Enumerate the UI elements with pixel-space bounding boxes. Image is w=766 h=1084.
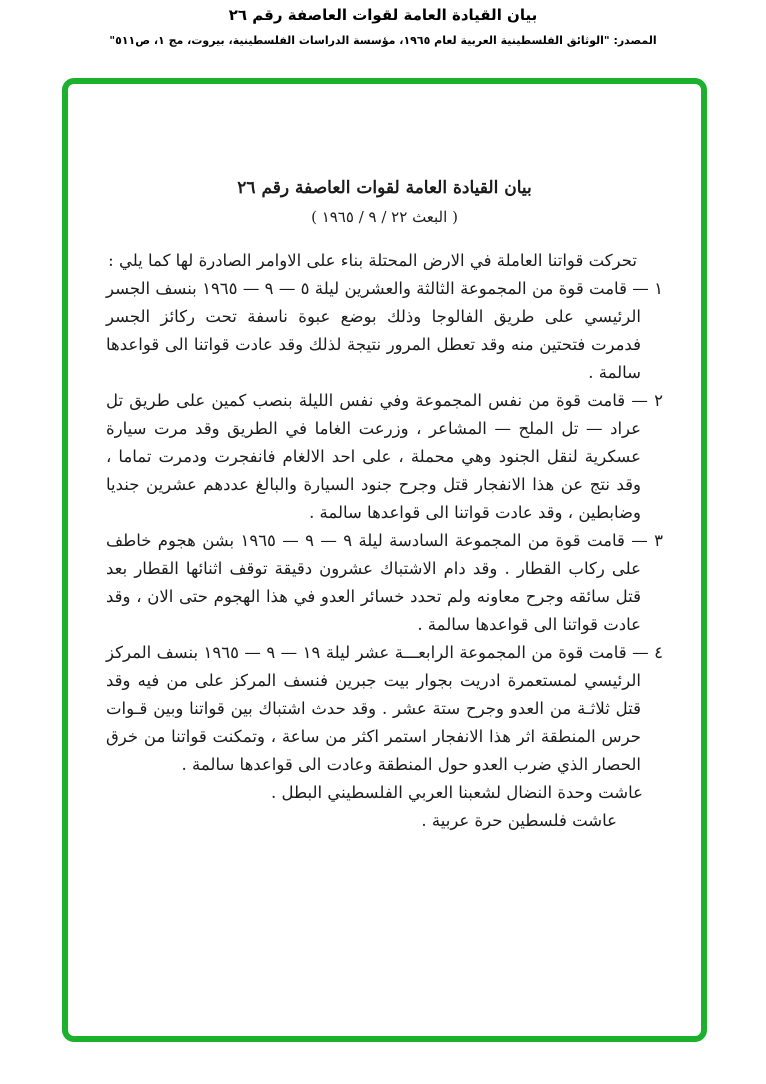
item-number: ١ — xyxy=(632,279,663,298)
item-number: ٣ — xyxy=(631,531,663,550)
item-number: ٢ — xyxy=(631,391,664,410)
statement-item-2 xyxy=(106,387,663,527)
item-text: قامت قوة من نفس المجموعة وفي نفس الليلة بنصب كمين على طريق تل عراد — تل الملح — المشاعر ، وزرعت الغاما في الطريق وقد مرت سيارة عسكرية لنقل الجنود وهي محملة ، على احد الالغام فانفجرت ودمرت تماما ، وقد نتج عن هذا الانفجار قتل وجرح جنود السيارة والبالغ عددهم عشرين جنديا وضابطين ، وقد عادت قواتنا الى قواعدها سالمة . xyxy=(106,391,641,522)
item-number: ٤ — xyxy=(632,643,663,662)
caption-title: بيان القيادة العامة لقوات العاصفة رقم ٢٦ xyxy=(228,6,538,24)
scanned-document xyxy=(106,176,663,835)
green-frame xyxy=(62,78,707,1042)
item-text: قامت قوة من المجموعة السادسة ليلة ٩ — ٩ — ١٩٦٥ بشن هجوم خاطف على ركاب القطار . وقد دام الاشتباك عشرون دقيقة توقف اثنائها القطار بعد قتل سائقه وجرح معاونه ولم تحدد خسائر العدو في هذا الهجوم حتى الان ، وقد عادت قواتنا الى قواعدها سالمة . xyxy=(106,531,641,634)
intro-paragraph: تحركت قواتنا العاملة في الارض المحتلة بناء على الاوامر الصادرة لها كما يلي : xyxy=(108,251,637,270)
caption-header xyxy=(0,6,766,47)
item-text: قامت قوة من المجموعة الرابعـــة عشر ليلة ١٩ — ٩ — ١٩٦٥ بنسف المركز الرئيسي لمستعمرة ادريت بجوار بيت جبرين فنسف المركز على من فيه وقد قتل ثلاثـة من العدو وجرح ستة عشر . وقد حدث اشتباك بين قواتنا وبين قـوات حرس المنطقة اثر هذا الانفجار استمر اكثر من ساعة ، وتمكنت قواتنا من خرق الحصار الذي ضرب العدو حول المنطقة وعادت الى قواعدها سالمة . xyxy=(106,643,641,774)
caption-source: المصدر: "الوثائق الفلسطينية العربية لعام ١٩٦٥، مؤسسة الدراسات الفلسطينية، بيروت، مج ١، ص٥١١" xyxy=(109,34,657,47)
statement-item-1 xyxy=(106,275,663,387)
item-text: قامت قوة من المجموعة الثالثة والعشرين ليلة ٥ — ٩ — ١٩٦٥ بنسف الجسر الرئيسي على طريق الفالوجا وذلك بوضع عبوة ناسفة تحت ركائز الجسر فدمرت فتحتين منه وقد تعطل المرور نتيجة لذلك وقد عادت قواتنا الى قواعدها سالمة . xyxy=(106,279,641,382)
closing-line-2: عاشت فلسطين حرة عربية . xyxy=(421,811,617,830)
closing-line-1: عاشت وحدة النضال لشعبنا العربي الفلسطيني البطل . xyxy=(271,783,643,802)
document-title: بيان القيادة العامة لقوات العاصفة رقم ٢٦ xyxy=(237,178,532,198)
statement-item-3 xyxy=(106,527,663,639)
statement-item-4 xyxy=(106,639,663,779)
document-dateline: ( البعث ٢٢ / ٩ / ١٩٦٥ ) xyxy=(311,208,458,226)
